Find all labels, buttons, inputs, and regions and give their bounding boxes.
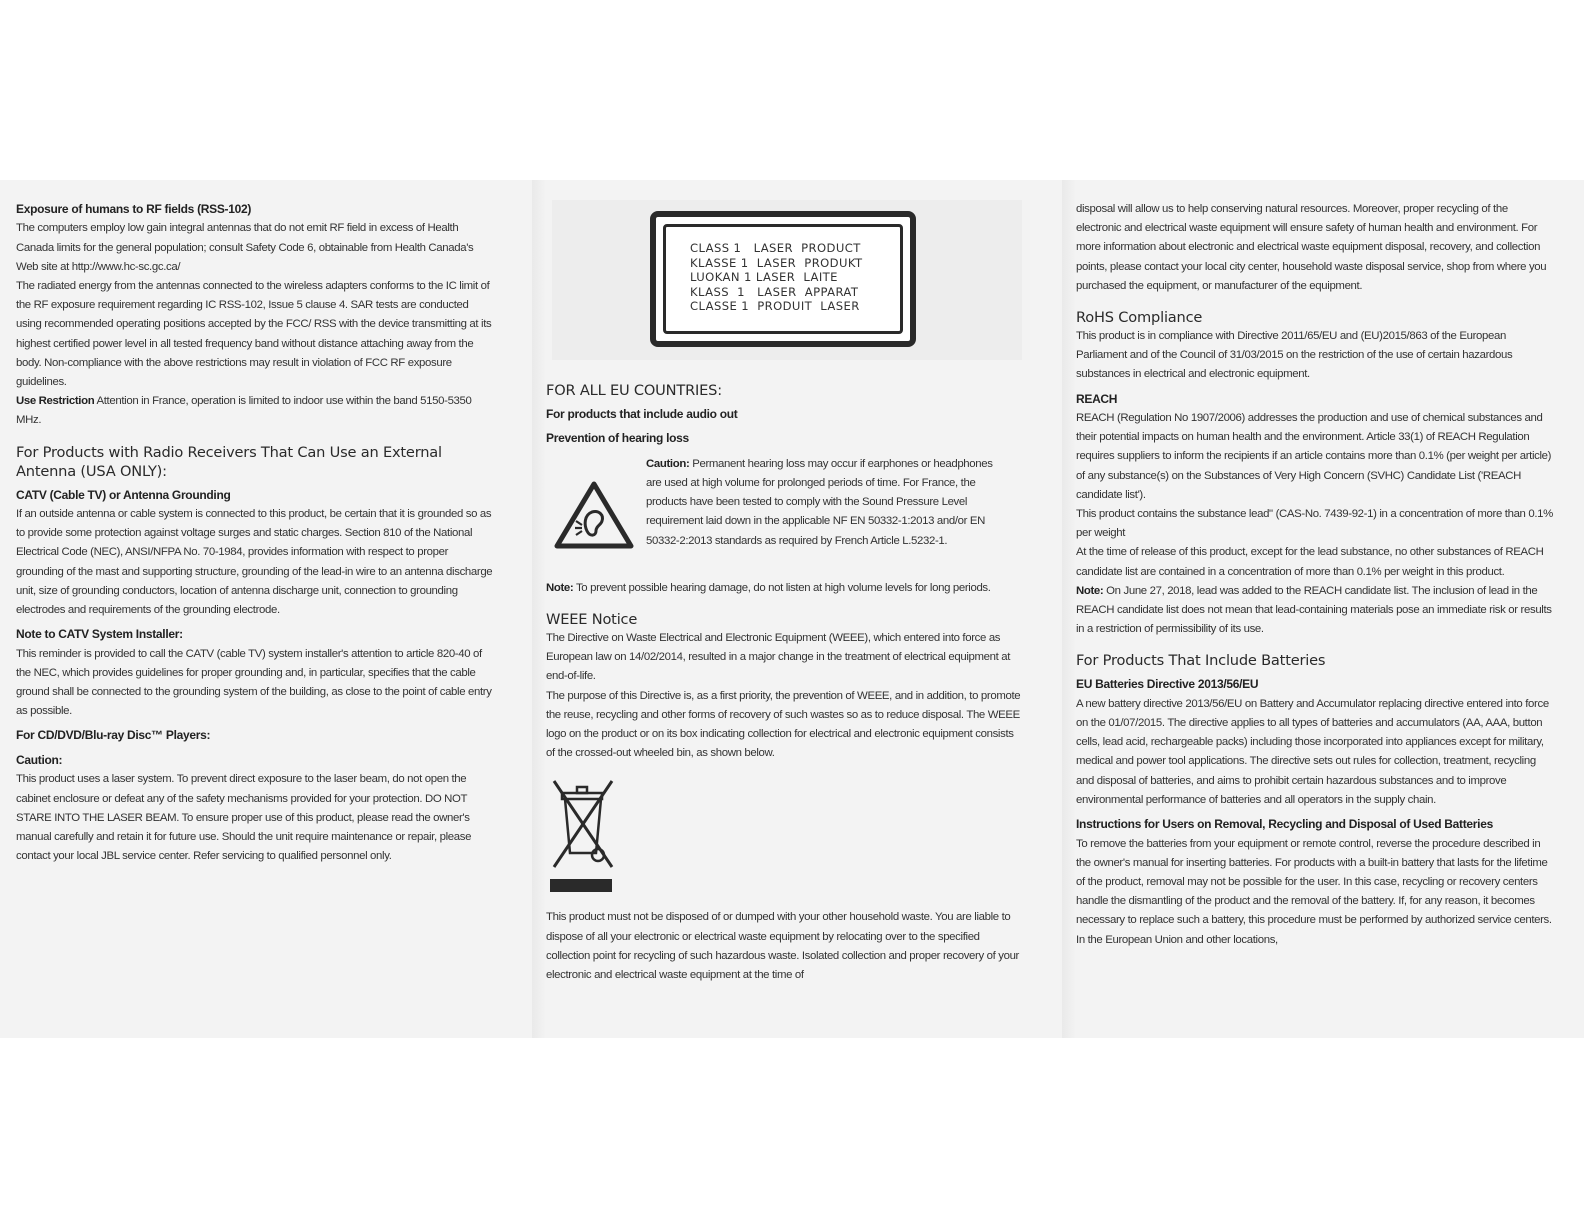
reach-text-1: REACH (Regulation No 1907/2006) addresses the production and use of chemical substances and their potential impacts on human health and the environment. Article 33(1) of REACH Regulation requires suppliers to inform the recipients if an article contains more than 0.1% (per weight per article) of any substance(s) on the Substances of Very High Concern (SVHC) Candidate List ('REACH candidate list'). <box>1076 412 1552 501</box>
batteries-heading: For Products That Include Batteries <box>1076 652 1326 670</box>
weee-text-2: The purpose of this Directive is, as a first priority, the prevention of WEEE, and in addition, to promote the reuse, recycling and other forms of recovery of such wastes so as to reduce disposal. The WEEE logo on the product or on its box indicating collection for electrical and electronic equipment consists of the crossed-out wheeled bin, as shown below. <box>546 689 1021 760</box>
use-restriction-label: Use Restriction <box>16 395 95 408</box>
crossed-out-bin-icon <box>548 775 620 875</box>
weee-underline-bar <box>550 879 612 892</box>
right-panel <box>1076 200 1554 950</box>
fold-line-right <box>1062 180 1076 1038</box>
battery-instructions-title: Instructions for Users on Removal, Recycling and Disposal of Used Batteries <box>1076 817 1493 832</box>
rf-exposure-text: The computers employ low gain integral antennas that do not emit RF field in excess of Health Canada limits for the general population; consult Safety Code 6, obtainable from Health Canada's Web site at http://www.hc-sc.gc.ca/ <box>16 222 474 273</box>
weee-text-1: The Directive on Waste Electrical and Electronic Equipment (WEEE), which entered into force as European law on 14/02/2014, resulted in a major change in the treatment of electrical equipment at end-of-life. <box>546 632 1011 683</box>
rohs-text: This product is in compliance with Directive 2011/65/EU and (EU)2015/863 of the European Parliament and of the Council of 31/03/2015 on the restriction of the use of certain hazardous substances in electrical and electronic equipment. <box>1076 330 1513 381</box>
eu-countries-heading: FOR ALL EU COUNTRIES: <box>546 382 722 399</box>
hearing-note-label: Note: <box>546 581 574 594</box>
laser-label-text: CLASS 1 LASER PRODUCT KLASSE 1 LASER PRODUKT LUOKAN 1 LASER LAITE KLASS 1 LASER APPARAT CLASSE 1 PRODUIT LASER <box>690 241 863 314</box>
catv-title: CATV (Cable TV) or Antenna Grounding <box>16 487 231 502</box>
reach-text-2: This product contains the substance lead" (CAS-No. 7439-92-1) in a concentration of more than 0.1% per weight <box>1076 508 1553 540</box>
use-restriction <box>16 392 494 430</box>
middle-panel <box>546 381 1024 985</box>
reach-note-label: Note: <box>1076 584 1104 597</box>
hearing-note-text: To prevent possible hearing damage, do not listen at high volume levels for long periods. <box>573 581 991 594</box>
reach-note <box>1076 582 1554 640</box>
batteries-directive-text: A new battery directive 2013/56/EU on Battery and Accumulator replacing directive entered into force on the 01/07/2015. The directive applies to all types of batteries and accumulators (AA, AAA, button cells, lead acid, rechargeable packs) including those incorporated into appliances except for military, medical and power tool applications. The directive sets out rules for collection, treatment, recycling and disposal of batteries, and aims to prohibit certain hazardous substances and to improve environmental performance of batteries and all operators in the supply chain. <box>1076 697 1549 806</box>
reach-note-text: On June 27, 2018, lead was added to the REACH candidate list. The inclusion of lead in the REACH candidate list does not mean that lead-containing materials pose an immediate risk or results in a restriction of permissibility of its use. <box>1076 584 1552 636</box>
hearing-caution-block <box>546 455 1024 573</box>
players-title: For CD/DVD/Blu-ray Disc™ Players: <box>16 728 211 743</box>
laser-caution-text: This product uses a laser system. To prevent direct exposure to the laser beam, do not open the cabinet enclosure or defeat any of the safety mechanisms provided for your protection. DO NOT STARE INTO THE LASER BEAM. To ensure proper use of this product, please read the owner's manual carefully and retain it for future use. Should the unit require maintenance or repair, please contact your local JBL service center. Refer servicing to qualified personnel only. <box>16 773 472 863</box>
weee-text-3: This product must not be disposed of or dumped with your other household waste. You are liable to dispose of all your electronic or electrical waste equipment by relocating over to the specified collection point for recycling of such hazardous waste. Isolated collection and proper recovery of your electronic and electrical waste equipment at the time of <box>546 911 1020 982</box>
hearing-loss-title: Prevention of hearing loss <box>546 431 689 446</box>
reach-text-3: At the time of release of this product, except for the lead substance, no other substances of REACH candidate list are contained in a concentration of more than 0.1% per weight in this product. <box>1076 546 1544 578</box>
battery-instructions-text: To remove the batteries from your equipment or remote control, reverse the procedure described in the owner's manual for inserting batteries. For products with a built-in battery that lasts for the lifetime of the product, removal may not be possible for the user. In this case, recycling or recovery centers handle the dismantling of the product and the removal of the battery. If, for any reason, it becomes necessary to replace such a battery, this procedure must be performed by authorized service centers. In the European Union and other locations, <box>1076 837 1552 946</box>
hearing-caution-text <box>646 455 1006 551</box>
left-panel <box>16 200 494 866</box>
audio-out-title: For products that include audio out <box>546 407 738 421</box>
hearing-note <box>546 579 1024 598</box>
rohs-heading: RoHS Compliance <box>1076 309 1203 327</box>
hearing-warning-icon <box>554 481 634 549</box>
rf-exposure-title: Exposure of humans to RF fields (RSS-102) <box>16 202 252 216</box>
batteries-directive-title: EU Batteries Directive 2013/56/EU <box>1076 677 1259 692</box>
reach-title: REACH <box>1076 391 1118 406</box>
installer-note-title: Note to CATV System Installer: <box>16 627 183 642</box>
hearing-caution-label: Caution: <box>646 457 690 470</box>
use-restriction-text: Attention in France, operation is limited to indoor use within the band 5150-5350 MHz. <box>16 395 472 427</box>
caution-title: Caution: <box>16 752 63 767</box>
hearing-caution-body: Permanent hearing loss may occur if earphones or headphones are used at high volume for prolonged periods of time. For France, the products have been tested to comply with the Sound Pressure Level requirement laid down in the applicable NF EN 50332-1:2013 and/or EN 50332-2:2013 standards as required by French Article L.5232-1. <box>646 457 993 547</box>
fold-line-left <box>532 180 546 1038</box>
radio-receivers-heading: For Products with Radio Receivers That Can Use an External Antenna (USA ONLY): <box>16 443 442 480</box>
laser-class-label <box>650 211 916 347</box>
installer-note-text: This reminder is provided to call the CATV (cable TV) system installer's attention to article 820-40 of the NEC, which provides guidelines for proper grounding and, in particular, specifies that the cable ground shall be connected to the grounding system of the building, as close to the point of cable entry as possible. <box>16 647 492 718</box>
radiated-energy-text: The radiated energy from the antennas connected to the wireless adapters conforms to the IC limit of the RF exposure requirement regarding IC RSS-102, Issue 5 clause 4. SAR tests are conducted using recommended operating positions accepted by the FCC/ RSS with the device transmitting at its highest certified power level in all tested frequency band without distance attaching away from the body. Non-compliance with the above restrictions may result in violation of FCC RF exposure guidelines. <box>16 280 492 389</box>
recycling-continued-text: disposal will allow us to help conserving natural resources. Moreover, proper recycling of the electronic and electrical waste equipment will ensure safety of human health and environment. For more information about electronic and electrical waste equipment disposal, recovery, and collection points, please contact your local city center, household waste disposal service, shop from where you purchased the equipment, or manufacturer of the equipment. <box>1076 203 1547 292</box>
catv-text: If an outside antenna or cable system is connected to this product, be certain that it is grounded so as to provide some protection against voltage surges and static charges. Section 810 of the National Electrical Code (NEC), ANSI/NFPA No. 70-1984, provides information with respect to proper grounding of the mast and supporting structure, grounding of the lead-in wire to an antenna discharge unit, size of grounding conductors, location of antenna discharge unit, connection to grounding electrodes and requirements of the grounding electrode. <box>16 508 493 617</box>
weee-heading: WEEE Notice <box>546 611 638 629</box>
